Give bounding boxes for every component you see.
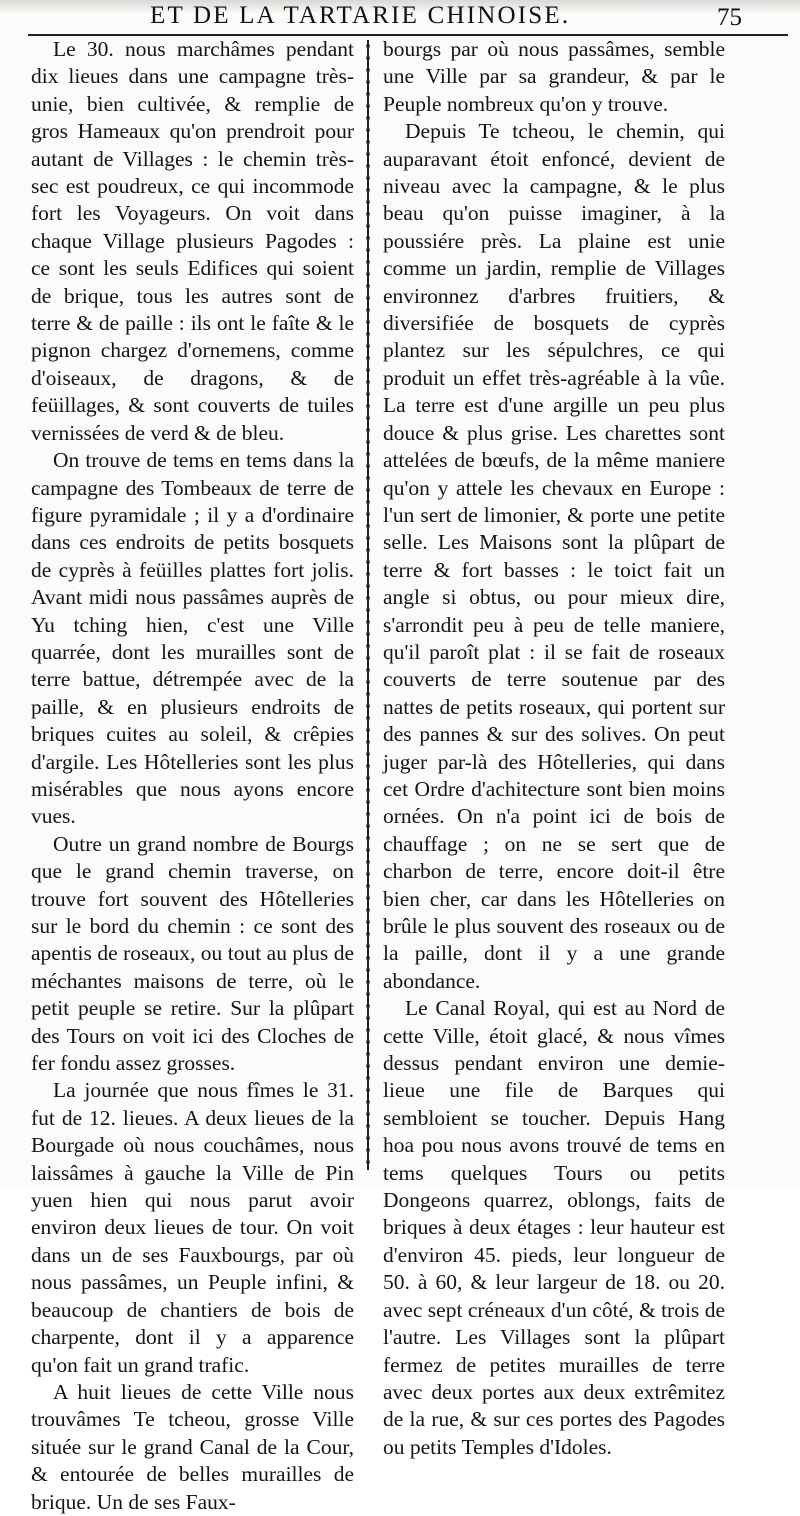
paragraph: A huit lieues de cette Ville nous trouvâmes Te tcheou, grosse Ville située sur le grand Canal de la Cour, & entourée de belles murailles de brique. Un de ses Faux- xyxy=(31,1379,354,1514)
paragraph: bourgs par où nous passâmes, semble une Ville par sa grandeur, & par le Peuple nombreux qu'on y trouve. xyxy=(383,37,725,116)
running-head: ET DE LA TARTARIE CHINOISE. xyxy=(150,2,571,29)
paragraph: La journée que nous fîmes le 31. fut de 12. lieues. A deux lieues de la Bourgade où nous couchâmes, nous laissâmes à gauche la Ville de Pin yuen hien qui nous parut avoir environ deux lieues de tour. On voit dans un de ses Fauxbourgs, par où nous passâmes, un Peuple infini, & beaucoup de chantiers de bois de charpente, dont il y a apparence qu'on fait un grand trafic. xyxy=(31,1078,354,1377)
page-number: 75 xyxy=(717,4,742,31)
paragraph: Depuis Te tcheou, le chemin, qui auparavant étoit enfoncé, devient de niveau avec la campagne, & le plus beau qu'on puisse imaginer, à la poussiére près. La plaine est unie comme un jardin, remplie de Villages environnez d'arbres fruitiers, & diversifiée de bosquets de cyprès plantez sur les sépulchres, ce qui produit un effet très-agréable à la vûe. La terre est d'une argille un peu plus douce & plus grise. Les charettes sont attelées de bœufs, de la même maniere qu'on y attele les chevaux en Europe : l'un sert de limonier, & porte une petite selle. Les Maisons sont la plûpart de terre & fort basses : le toict fait un angle si obtus, ou pour mieux dire, s'arrondit peu à peu de telle maniere, qu'il paroît plat : il se fait de roseaux couverts de terre soutenue par des nattes de petits roseaux, qui portent sur des pannes & sur des solives. On peut juger par-là des Hôtelleries, qui dans cet Ordre d'achitecture sont bien moins ornées. On n'a point ici de bois de chauffage ; on ne se sert que de charbon de terre, encore doit-il être bien cher, car dans les Hôtelleries on brûle le plus souvent des roseaux ou de la paille, dont il y a une grande abondance. xyxy=(383,119,725,993)
ornamental-column-divider xyxy=(361,40,375,1170)
paragraph: Outre un grand nombre de Bourgs que le grand chemin traverse, on trouve fort souvent des Hôtelleries sur le bord du chemin : ce sont des apentis de roseaux, ou tout au plus de méchantes maisons de terre, où le petit peuple se retire. Sur la plûpart des Tours on voit ici des Cloches de fer fondu assez grosses. xyxy=(31,831,354,1076)
right-column xyxy=(383,36,725,1461)
paragraph: Le Canal Royal, qui est au Nord de cette Ville, étoit glacé, & nous vîmes dessus pendant environ une demie-lieue une file de Barques qui sembloient se toucher. Depuis Hang hoa pou nous avons trouvé de tems en tems quelques Tours ou petits Dongeons quarrez, oblongs, faits de briques à deux étages : leur hauteur est d'environ 45. pieds, leur longueur de 50. à 60, & leur largeur de 18. ou 20. avec sept créneaux d'un côté, & trois de l'autre. Les Villages sont la plûpart fermez de petites murailles de terre avec deux portes aux deux extrêmitez de la rue, & sur ces portes des Pagodes ou petits Temples d'Idoles. xyxy=(383,996,725,1459)
paragraph: On trouve de tems en tems dans la campagne des Tombeaux de terre de figure pyramidale ; il y a d'ordinaire dans ces endroits de petits bosquets de cyprès à feüilles plattes fort jolis. Avant midi nous passâmes auprès de Yu tching hien, c'est une Ville quarrée, dont les murailles sont de terre battue, détrempée avec de la paille, & en plusieurs endroits de briques cuites au soleil, & crêpies d'argile. Les Hôtelleries sont les plus misérables que nous ayons encore vues. xyxy=(31,448,354,829)
paragraph: Le 30. nous marchâmes pendant dix lieues dans une campagne très-unie, bien cultivée, & remplie de gros Hameaux qu'on prendroit pour autant de Villages : le chemin très-sec est poudreux, ce qui incommode fort les Voyageurs. On voit dans chaque Village plusieurs Pagodes : ce sont les seuls Edifices qui soient de brique, tous les autres sont de terre & de paille : ils ont le faîte & le pignon chargez d'ornemens, comme d'oiseaux, de dragons, & de feüillages, & sont couverts de tuiles vernissées de verd & de bleu. xyxy=(31,37,354,445)
left-column xyxy=(31,36,354,1516)
